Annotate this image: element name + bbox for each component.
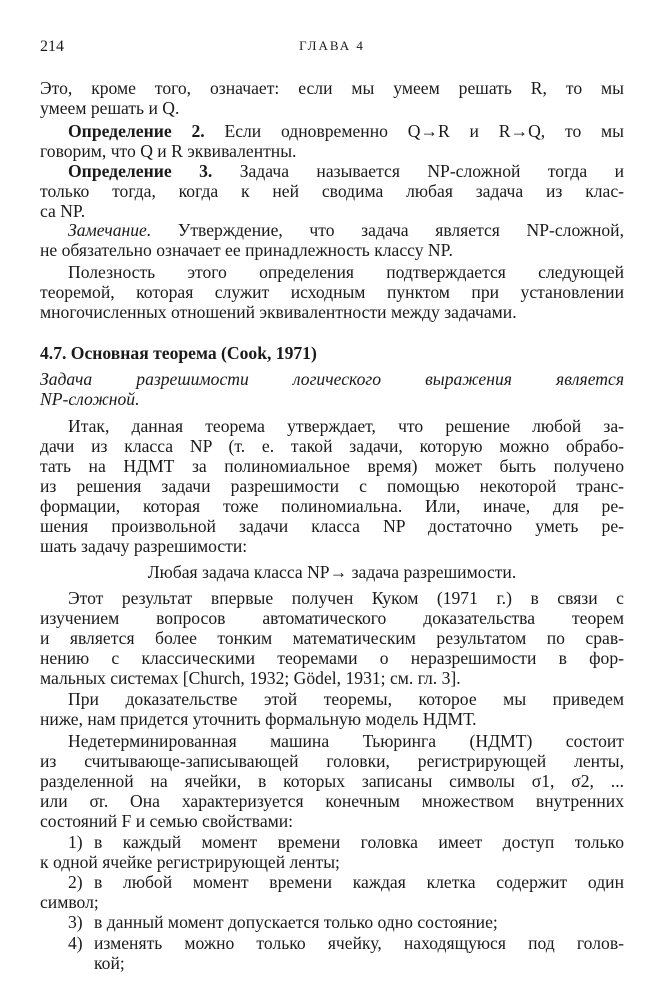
text-line: состояний F и семью свойствами: bbox=[40, 811, 294, 831]
text-line: умеем решать и Q. bbox=[40, 98, 180, 118]
list-item: в каждый момент времени головка имеет доступ только bbox=[94, 832, 624, 852]
text-line: изучением вопросов автоматического доказательства теорем bbox=[40, 608, 624, 628]
text-line: шения произвольной задачи класса NP достаточно уметь ре- bbox=[40, 516, 624, 536]
text-line: многочисленных отношений эквивалентности между задачами. bbox=[40, 302, 517, 322]
text-line: шать задачу разрешимости: bbox=[40, 536, 248, 556]
text-line: разделенной на ячейки, в которых записаны символы σ1, σ2, ... bbox=[40, 771, 624, 791]
text-line: са NP. bbox=[40, 201, 86, 221]
list-item: кой; bbox=[94, 953, 125, 973]
section-heading: 4.7. Основная теорема (Cook, 1971) bbox=[40, 343, 317, 363]
text-line: Это, кроме того, означает: если мы умеем решать R, то мы bbox=[40, 78, 624, 98]
text-line: формации, которая тоже полиномиальна. Или, иначе, для ре- bbox=[40, 496, 624, 516]
text-line: и является более тонким математическим результатом по срав- bbox=[40, 628, 624, 648]
text-line: не обязательно означает ее принадлежность классу NP. bbox=[40, 240, 453, 260]
text-line: Недетерминированная машина Тьюринга (НДМТ) состоит bbox=[68, 731, 624, 751]
definition-2-text: Если одновременно Q→R и R→Q, то мы bbox=[224, 121, 625, 141]
text-line: дачи из класса NP (т. е. такой задачи, которую можно обрабо- bbox=[40, 436, 624, 456]
page-number: 214 bbox=[40, 38, 64, 55]
text-line: При доказательстве этой теоремы, которое мы приведем bbox=[68, 689, 624, 709]
list-item: изменять можно только ячейку, находящуюся под голов- bbox=[94, 933, 624, 953]
definition-3-label: Определение 3. bbox=[68, 161, 213, 181]
remark-text: Утверждение, что задача является NP-сложной, bbox=[177, 220, 624, 240]
definition-3-text: Задача называется NP-сложной тогда и bbox=[239, 161, 625, 181]
definition-2 bbox=[68, 121, 624, 141]
text-line: Полезность этого определения подтверждается следующей bbox=[68, 262, 624, 282]
running-title: ГЛАВА 4 bbox=[299, 38, 365, 53]
remark-label: Замечание. bbox=[68, 220, 152, 240]
text-line: ниже, нам придется уточнить формальную модель НДМТ. bbox=[40, 709, 477, 729]
list-item-number: 3) bbox=[68, 912, 83, 932]
list-item-number: 2) bbox=[68, 872, 83, 892]
theorem-statement: NP-сложной. bbox=[40, 389, 140, 409]
definition-2-label: Определение 2. bbox=[68, 121, 205, 141]
text-line: говорим, что Q и R эквивалентны. bbox=[40, 141, 297, 161]
text-line: только тогда, когда к ней сводима любая задача из клас- bbox=[40, 181, 624, 201]
text-line: тать на НДМТ за полиномиальное время) может быть получено bbox=[40, 456, 624, 476]
list-item-number: 1) bbox=[68, 832, 83, 852]
list-item-number: 4) bbox=[68, 933, 83, 953]
formula: Любая задача класса NP→ задача разрешимости. bbox=[147, 562, 517, 582]
list-item: символ; bbox=[40, 892, 99, 912]
list-item: к одной ячейке регистрирующей ленты; bbox=[40, 852, 340, 872]
list-item: в данный момент допускается только одно состояние; bbox=[94, 912, 498, 932]
text-line: мальных системах [Church, 1932; Gödel, 1931; см. гл. 3]. bbox=[40, 668, 461, 688]
text-line: из считывающе-записывающей головки, регистрирующей ленты, bbox=[40, 751, 624, 771]
text-line: нению с классическими теоремами о неразрешимости в фор- bbox=[40, 648, 624, 668]
definition-3 bbox=[68, 161, 624, 181]
text-line: или σr. Она характеризуется конечным множеством внутренних bbox=[40, 791, 624, 811]
text-line: теоремой, которая служит исходным пунктом при установлении bbox=[40, 282, 624, 302]
page-header bbox=[40, 38, 624, 58]
text-line: из решения задачи разрешимости с помощью некоторой транс- bbox=[40, 476, 624, 496]
list-item: в любой момент времени каждая клетка содержит один bbox=[94, 872, 624, 892]
remark bbox=[68, 220, 624, 240]
text-line: Этот результат впервые получен Куком (1971 г.) в связи с bbox=[68, 588, 624, 608]
text-line: Итак, данная теорема утверждает, что решение любой за- bbox=[68, 416, 624, 436]
theorem-statement: Задача разрешимости логического выражения является bbox=[40, 369, 624, 389]
